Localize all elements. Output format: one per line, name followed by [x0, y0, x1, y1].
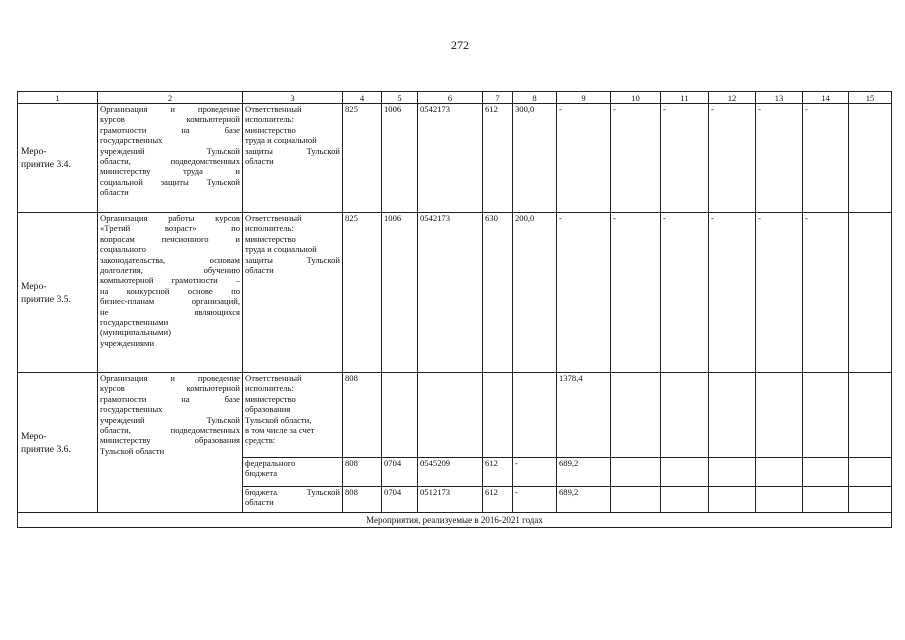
- event-name-line: приятие 3.4.: [21, 159, 71, 170]
- grbs-code-cell: 825: [343, 213, 382, 373]
- grbs-code-cell: 808: [343, 487, 382, 513]
- description-line: грамотности на базе: [100, 393, 240, 404]
- event-name-line: приятие 3.5.: [21, 293, 71, 305]
- section-code-cell: [382, 373, 418, 458]
- target-code-cell: 0545209: [418, 458, 483, 487]
- header-cell: 14: [803, 92, 849, 104]
- header-cell: 9: [557, 92, 611, 104]
- target-code-cell: 0542173: [418, 213, 483, 373]
- description-line: законодательства, основам: [100, 254, 240, 265]
- responsible-cell: [243, 373, 343, 458]
- amount-cell: 689,2: [557, 487, 611, 513]
- responsible-line: в том числе за счет: [245, 425, 315, 436]
- funding-source-cell: [243, 458, 343, 487]
- description-line: социального: [100, 244, 146, 255]
- event-description-cell: [98, 104, 243, 213]
- responsible-line: области: [245, 156, 274, 167]
- description-line: Организация и проведение: [100, 104, 240, 114]
- responsible-cell: [243, 213, 343, 373]
- expense-type-cell: 630: [483, 213, 513, 373]
- header-cell: 2: [98, 92, 243, 104]
- description-line: курсов компьютерной: [100, 383, 240, 394]
- event-description-cell: [98, 373, 243, 513]
- target-code-cell: [418, 373, 483, 458]
- description-line: государственных: [100, 404, 163, 415]
- description-line: не являющихся: [100, 306, 240, 317]
- amount-cell: [849, 213, 892, 373]
- description-line: министерству труда и: [100, 166, 240, 177]
- amount-cell: 300,0: [513, 104, 557, 213]
- responsible-line: исполнитель:: [245, 223, 294, 234]
- amount-cell: [611, 458, 661, 487]
- section-code-cell: 1006: [382, 213, 418, 373]
- amount-cell: [661, 458, 709, 487]
- header-cell: 4: [343, 92, 382, 104]
- responsible-line: исполнитель:: [245, 114, 294, 125]
- section-code-cell: 1006: [382, 104, 418, 213]
- table-row: [18, 104, 892, 213]
- amount-cell: -: [803, 213, 849, 373]
- description-line: области, подведомственных: [100, 425, 240, 436]
- budget-table: [17, 91, 892, 528]
- amount-cell: [803, 458, 849, 487]
- amount-cell: [661, 487, 709, 513]
- funding-source-line: федерального: [245, 458, 296, 468]
- section-footer-row: [18, 513, 892, 528]
- event-name-cell: [18, 104, 98, 213]
- description-line: области: [100, 187, 129, 198]
- grbs-code-cell: 825: [343, 104, 382, 213]
- event-name-line: Меро-: [21, 280, 47, 292]
- description-line: Организация работы курсов: [100, 213, 240, 223]
- responsible-line: образования: [245, 404, 291, 415]
- amount-cell: [849, 373, 892, 458]
- section-title: Мероприятия, реализуемые в 2016-2021 годах: [18, 513, 892, 528]
- responsible-line: министерство: [245, 233, 296, 244]
- grbs-code-cell: 808: [343, 373, 382, 458]
- amount-cell: [611, 487, 661, 513]
- header-row: [18, 92, 892, 104]
- amount-cell: [709, 458, 756, 487]
- amount-cell: [756, 373, 803, 458]
- responsible-cell: [243, 104, 343, 213]
- grbs-code-cell: 808: [343, 458, 382, 487]
- amount-cell: -: [513, 458, 557, 487]
- header-cell: 1: [18, 92, 98, 104]
- description-line: учреждений Тульской: [100, 145, 240, 156]
- responsible-line: Ответственный: [245, 104, 302, 114]
- description-line: на конкурсной основе по: [100, 285, 240, 296]
- target-code-cell: 0542173: [418, 104, 483, 213]
- amount-cell: -: [803, 104, 849, 213]
- event-name-line: приятие 3.6.: [21, 443, 71, 455]
- amount-cell: 1378,4: [557, 373, 611, 458]
- amount-cell: [803, 373, 849, 458]
- amount-cell: -: [709, 104, 756, 213]
- table-row: [18, 213, 892, 373]
- expense-type-cell: 612: [483, 487, 513, 513]
- description-line: учреждениями: [100, 337, 155, 348]
- responsible-line: министерство: [245, 124, 296, 135]
- description-line: компьютерной грамотности –: [100, 275, 240, 286]
- amount-cell: -: [557, 104, 611, 213]
- responsible-line: Ответственный: [245, 213, 302, 223]
- description-line: государственных: [100, 135, 163, 146]
- responsible-line: труда и социальной: [245, 135, 317, 146]
- amount-cell: [756, 458, 803, 487]
- description-line: вопросам пенсионного и: [100, 233, 240, 244]
- amount-cell: -: [513, 487, 557, 513]
- amount-cell: [849, 458, 892, 487]
- responsible-line: труда и социальной: [245, 244, 317, 255]
- amount-cell: [709, 487, 756, 513]
- event-name-cell: [18, 373, 98, 513]
- header-cell: 5: [382, 92, 418, 104]
- description-line: области, подведомственных: [100, 156, 240, 167]
- description-line: «Третий возраст» по: [100, 223, 240, 234]
- description-line: государственными: [100, 317, 169, 328]
- responsible-line: защиты Тульской: [245, 145, 340, 156]
- amount-cell: -: [611, 213, 661, 373]
- description-line: Тульской области: [100, 445, 165, 456]
- header-cell: 12: [709, 92, 756, 104]
- amount-cell: [756, 487, 803, 513]
- amount-cell: [661, 373, 709, 458]
- description-line: учреждений Тульской: [100, 414, 240, 425]
- amount-cell: -: [661, 213, 709, 373]
- description-line: грамотности на базе: [100, 124, 240, 135]
- expense-type-cell: 612: [483, 104, 513, 213]
- description-line: Организация и проведение: [100, 373, 240, 383]
- header-cell: 8: [513, 92, 557, 104]
- target-code-cell: 0512173: [418, 487, 483, 513]
- header-cell: 11: [661, 92, 709, 104]
- responsible-line: Ответственный: [245, 373, 302, 383]
- funding-source-cell: [243, 487, 343, 513]
- section-code-cell: 0704: [382, 487, 418, 513]
- amount-cell: -: [557, 213, 611, 373]
- event-description-cell: [98, 213, 243, 373]
- event-name-line: Меро-: [21, 430, 47, 442]
- header-cell: 13: [756, 92, 803, 104]
- responsible-line: Тульской области,: [245, 414, 312, 425]
- description-line: социальной защиты Тульской: [100, 176, 240, 187]
- expense-type-cell: [483, 373, 513, 458]
- funding-source-line: бюджета Тульской: [245, 487, 340, 497]
- amount-cell: 200,0: [513, 213, 557, 373]
- amount-cell: 689,2: [557, 458, 611, 487]
- header-cell: 7: [483, 92, 513, 104]
- amount-cell: [513, 373, 557, 458]
- amount-cell: [849, 104, 892, 213]
- amount-cell: -: [756, 104, 803, 213]
- page-number: 272: [451, 38, 469, 52]
- header-cell: 15: [849, 92, 892, 104]
- funding-source-line: области: [245, 497, 274, 508]
- responsible-line: министерство: [245, 393, 296, 404]
- event-name-cell: [18, 213, 98, 373]
- responsible-line: защиты Тульской: [245, 254, 340, 265]
- section-code-cell: 0704: [382, 458, 418, 487]
- description-line: долголетия, обучению: [100, 265, 240, 276]
- responsible-line: области: [245, 265, 274, 276]
- responsible-line: средств:: [245, 435, 276, 446]
- header-cell: 3: [243, 92, 343, 104]
- amount-cell: [849, 487, 892, 513]
- amount-cell: -: [611, 104, 661, 213]
- description-line: министерству образования: [100, 435, 240, 446]
- description-line: (муниципальными): [100, 327, 171, 338]
- event-name-line: Меро-: [21, 146, 47, 157]
- expense-type-cell: 612: [483, 458, 513, 487]
- header-cell: 6: [418, 92, 483, 104]
- header-cell: 10: [611, 92, 661, 104]
- description-line: бизнес-планам организаций,: [100, 296, 240, 307]
- responsible-line: исполнитель:: [245, 383, 294, 394]
- amount-cell: [803, 487, 849, 513]
- amount-cell: -: [756, 213, 803, 373]
- amount-cell: -: [661, 104, 709, 213]
- amount-cell: [611, 373, 661, 458]
- amount-cell: [709, 373, 756, 458]
- amount-cell: -: [709, 213, 756, 373]
- funding-source-line: бюджета: [245, 468, 278, 479]
- description-line: курсов компьютерной: [100, 114, 240, 125]
- table-row: [18, 373, 892, 458]
